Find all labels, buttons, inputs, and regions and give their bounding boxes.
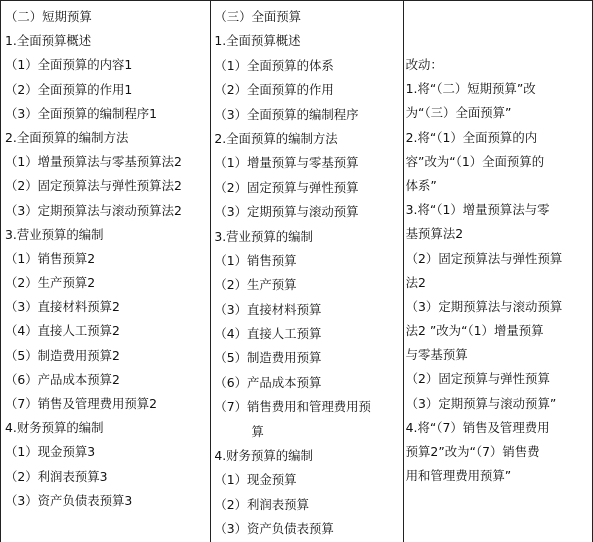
change-line: 用和管理费用预算” [405, 468, 512, 484]
old-line: （6）产品成本预算2 [5, 371, 120, 387]
new-outline [211, 1, 402, 542]
old-line: （1）增量预算法与零基预算法2 [5, 154, 182, 170]
new-line: （4）直接人工预算 [214, 326, 322, 342]
new-line: （1）增量预算与零基预算 [214, 155, 359, 171]
new-line: （3）直接材料预算 [214, 301, 322, 317]
change-content-cell [403, 1, 592, 542]
new-line: （6）产品成本预算 [214, 374, 322, 390]
change-line: 2.将“（1）全面预算的内 [405, 129, 538, 145]
change-text-block [406, 53, 588, 488]
old-line: （1）销售预算2 [5, 250, 96, 266]
new-line: （5）制造费用预算 [214, 350, 322, 366]
old-line: （1）现金预算3 [5, 444, 96, 460]
new-line: （7）销售费用和管理费用预 [214, 399, 371, 415]
table-row [1, 1, 593, 542]
change-line: 容”改为“（1）全面预算的 [405, 153, 545, 169]
new-line: （3）资产负债表预算 [214, 521, 334, 537]
old-line: （2）固定预算法与弹性预算法2 [5, 178, 182, 194]
change-line: 1.将“（二）短期预算”改 [405, 81, 536, 97]
old-line: （3）定期预算法与滚动预算法2 [5, 202, 182, 218]
old-line: （2）利润表预算3 [5, 468, 108, 484]
old-line: （1）全面预算的内容1 [5, 57, 133, 73]
old-line: （3）资产负债表预算3 [5, 492, 133, 508]
new-section-title: （三）全面预算 [214, 9, 302, 24]
new-line: （3）定期预算与滚动预算 [214, 204, 359, 220]
change-line: 基预算法2 [405, 226, 464, 242]
change-line: 与零基预算 [405, 347, 468, 363]
new-line: 2.全面预算的编制方法 [214, 130, 338, 146]
old-line: 3.营业预算的编制 [5, 226, 104, 242]
change-notes [404, 1, 592, 488]
change-line: 体系” [405, 177, 437, 193]
change-line: 预算2”改为“（7）销售费 [405, 444, 540, 459]
new-line-continuation: 算 [251, 423, 264, 439]
change-line: （3）定期预算与滚动预算” [405, 395, 557, 411]
change-line: （2）固定预算与弹性预算 [405, 371, 550, 387]
old-line: （4）直接人工预算2 [5, 323, 120, 339]
old-outline [1, 1, 210, 513]
new-line: 3.营业预算的编制 [214, 228, 313, 244]
old-content-cell [1, 1, 211, 542]
new-line: （1）全面预算的体系 [214, 57, 334, 73]
change-line: （2）固定预算法与弹性预算 [405, 250, 563, 266]
new-line: 4.财务预算的编制 [214, 448, 313, 464]
new-line: （1）销售预算 [214, 252, 297, 268]
new-line: （2）全面预算的作用 [214, 82, 334, 98]
old-line: 1.全面预算概述 [5, 33, 92, 49]
old-line: 4.财务预算的编制 [5, 420, 104, 436]
old-section-title: （二）短期预算 [5, 9, 92, 24]
new-line: 1.全面预算概述 [214, 33, 301, 49]
change-line: 法2 [405, 274, 426, 290]
change-line: 4.将“（7）销售及管理费用 [405, 419, 550, 435]
new-line: （2）利润表预算 [214, 496, 309, 512]
change-heading: 改动： [405, 57, 443, 72]
new-line: （3）全面预算的编制程序 [214, 106, 359, 122]
old-line: （3）全面预算的编制程序1 [5, 105, 158, 121]
new-content-cell [211, 1, 403, 542]
old-line: （2）生产预算2 [5, 275, 96, 291]
new-line: （2）固定预算与弹性预算 [214, 179, 359, 195]
change-line: 为“（三）全面预算” [405, 105, 512, 121]
old-line: （7）销售及管理费用预算2 [5, 396, 158, 411]
change-line: 3.将“（1）增量预算法与零 [405, 202, 550, 218]
change-line: 法2 ”改为“（1）增量预算 [405, 323, 544, 339]
old-line: （3）直接材料预算2 [5, 299, 120, 315]
new-line: （2）生产预算 [214, 277, 297, 293]
old-line: （2）全面预算的作用1 [5, 81, 133, 97]
old-line: 2.全面预算的编制方法 [5, 129, 129, 145]
change-line: （3）定期预算法与滚动预算 [405, 298, 563, 314]
new-line: （1）现金预算 [214, 472, 297, 488]
old-line: （5）制造费用预算2 [5, 347, 120, 363]
